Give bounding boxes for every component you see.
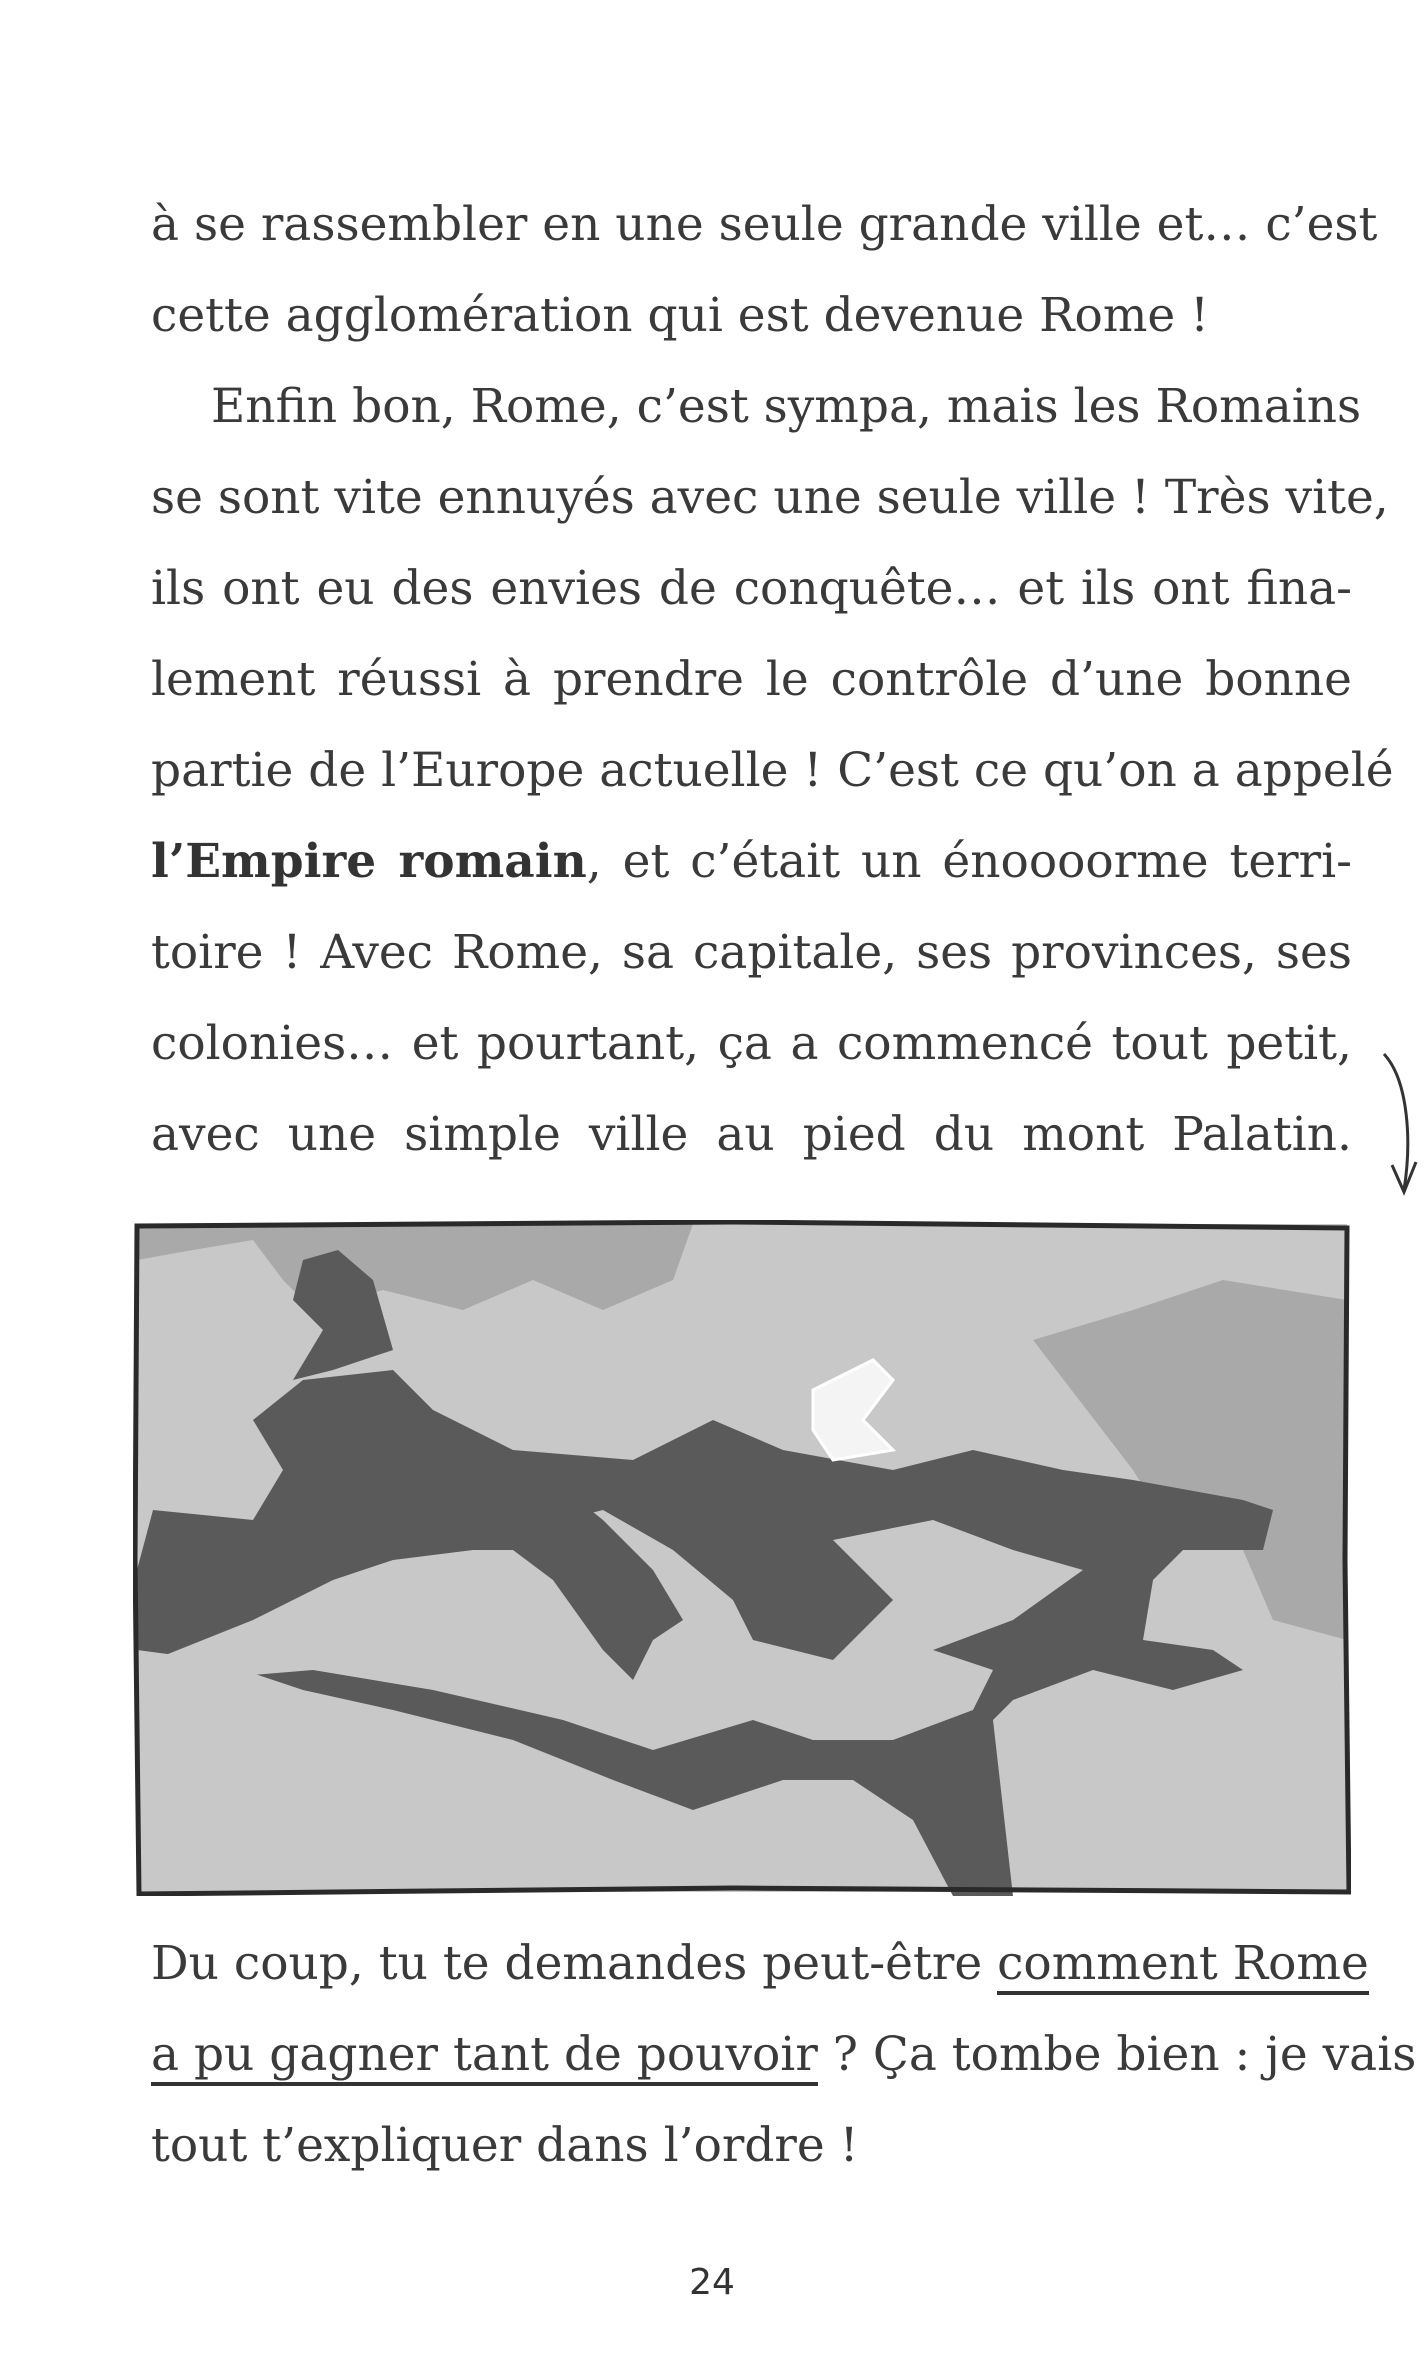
text-line: lement réussi à prendre le contrôle d’une bonne <box>151 652 1352 707</box>
text-line <box>151 2025 1417 2085</box>
text-line: à se rassembler en une seule grande ville et… c’est <box>151 197 1378 252</box>
text-fragment: ? Ça tombe bien : je vais <box>817 2027 1417 2082</box>
text-line: avec une simple ville au pied du mont Palatin. <box>151 1107 1352 1162</box>
underlined-phrase: comment Rome <box>997 1936 1369 1995</box>
text-fragment: Du coup, tu te demandes peut-être <box>151 1936 998 1991</box>
underlined-phrase: a pu gagner tant de pouvoir <box>151 2027 818 2086</box>
text-line <box>151 832 1352 892</box>
text-line: Enfin bon, Rome, c’est sympa, mais les Romains <box>211 379 1362 434</box>
text-line: toire ! Avec Rome, sa capitale, ses provinces, ses <box>151 925 1352 980</box>
roman-empire-map <box>133 1220 1351 1896</box>
text-line <box>151 1934 1369 1994</box>
text-line: partie de l’Europe actuelle ! C’est ce qu’on a appelé <box>151 743 1394 798</box>
text-line: cette agglomération qui est devenue Rome ! <box>151 288 1210 343</box>
text-line: colonies… et pourtant, ça a commencé tout petit, <box>151 1016 1352 1071</box>
text-line: se sont vite ennuyés avec une seule ville ! Très vite, <box>151 470 1389 525</box>
bold-term: l’Empire romain <box>151 834 587 889</box>
page-number: 24 <box>689 2262 735 2303</box>
text-line: ils ont eu des envies de conquête… et ils ont fina- <box>151 561 1352 616</box>
text-line: tout t’expliquer dans l’ordre ! <box>151 2118 859 2173</box>
text-fragment: , et c’était un énoooorme terri- <box>586 834 1352 889</box>
curved-arrow-icon <box>1378 1050 1424 1200</box>
